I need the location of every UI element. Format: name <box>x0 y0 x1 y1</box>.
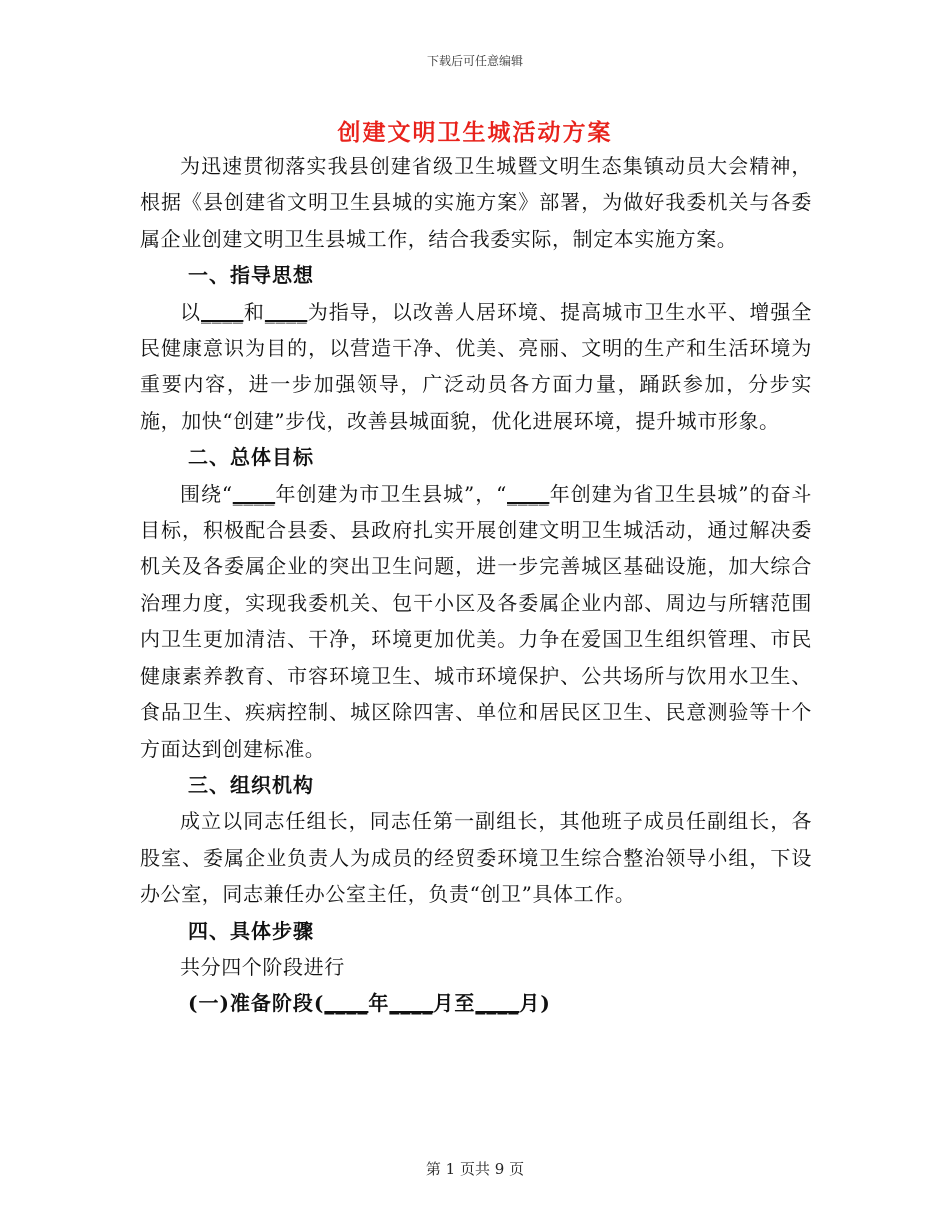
blank-underline: ____ <box>264 299 308 324</box>
text-fragment: 和 <box>243 299 265 324</box>
intro-paragraph: 为迅速贯彻落实我县创建省级卫生城暨文明生态集镇动员大会精神，根据《县创建省文明卫生县城的实施方案》部署，为做好我委机关与各委属企业创建文明卫生县城工作，结合我委实际，制定本实施方案。 <box>140 154 812 251</box>
blank-underline: ____ <box>475 991 520 1016</box>
text-fragment: 年创建为市卫生县城”，“ <box>275 481 507 506</box>
text-fragment: 月) <box>519 991 551 1016</box>
section-heading-steps: 四、具体步骤 <box>188 918 314 943</box>
section-heading-overall-goal: 二、总体目标 <box>188 445 314 470</box>
blank-underline: ____ <box>324 991 369 1016</box>
blank-underline: ____ <box>389 991 434 1016</box>
steps-intro-paragraph: 共分四个阶段进行 <box>180 954 345 979</box>
guiding-ideology-paragraph <box>140 294 812 440</box>
document-body <box>140 148 812 1022</box>
text-fragment: 为指导，以改善人居环境、提高城市卫生水平、增强全民健康意识为目的，以营造干净、优美、亮丽、文明的生产和生活环境为重要内容，进一步加强领导，广泛动员各方面力量，踊跃参加，分步实施，加快“创建”步伐，改善县城面貌，优化进展环境，提升城市形象。 <box>140 299 812 433</box>
document-title: 创建文明卫生城活动方案 <box>337 119 613 146</box>
blank-underline: ____ <box>232 481 276 506</box>
text-fragment: 月至 <box>433 991 476 1016</box>
text-fragment: (一)准备阶段( <box>188 991 325 1016</box>
organization-paragraph: 成立以同志任组长，同志任第一副组长，其他班子成员任副组长，各股室、委属企业负责人为成员的经贸委环境卫生综合整治领导小组，下设办公室，同志兼任办公室主任，负责“创卫”具体工作。 <box>140 809 812 907</box>
page-footer: 第 1 页共 9 页 <box>425 1160 525 1178</box>
text-fragment: 以 <box>180 299 202 324</box>
text-fragment: 年创建为省卫生县城”的奋斗目标，积极配合县委、县政府扎实开展创建文明卫生城活动，通过解决委机关及各委属企业的突出卫生问题，进一步完善城区基础设施，加大综合治理力度，实现我委机关、包干小区及各委属企业内部、周边与所辖范围内卫生更加清洁、干净，环境更加优美。力争在爱国卫生组织管理、市民健康素养教育、市容环境卫生、城市环境保护、公共场所与饮用水卫生、食品卫生、疾病控制、城区除四害、单位和居民区卫生、民意测验等十个方面达到创建标准。 <box>140 481 812 761</box>
header-note: 下载后可任意编辑 <box>426 54 523 68</box>
text-fragment: 围绕“ <box>180 481 233 506</box>
step-heading-preparation <box>140 985 812 1021</box>
overall-goal-paragraph <box>140 476 812 767</box>
section-heading-guiding-ideology: 一、指导思想 <box>188 263 314 288</box>
text-fragment: 年 <box>368 991 390 1016</box>
blank-underline: ____ <box>507 481 550 506</box>
blank-underline: ____ <box>201 299 244 324</box>
section-heading-organization: 三、组织机构 <box>188 772 314 797</box>
